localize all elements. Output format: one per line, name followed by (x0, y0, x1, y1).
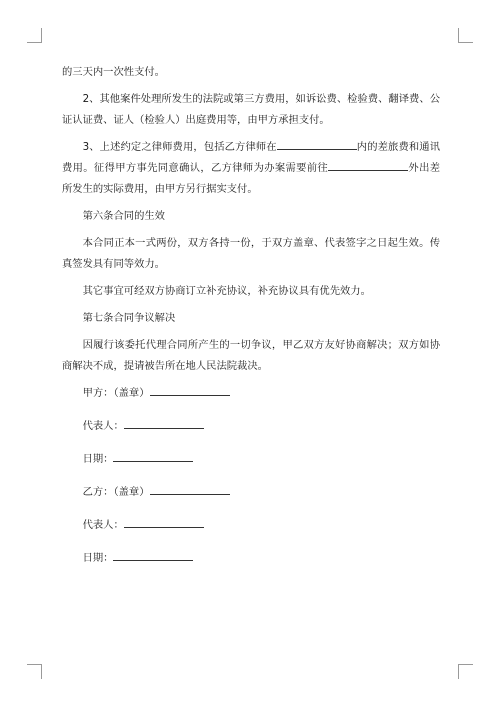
signature-party-b (62, 482, 440, 503)
blank-field (150, 482, 230, 495)
blank-field (150, 383, 230, 396)
signature-rep-b (62, 515, 440, 536)
crop-mark-bottom-left (27, 664, 42, 679)
clause-3-text-c: 外出差所发生的实际费用，由甲方另行据实支付。 (62, 162, 441, 195)
article-7-heading: 第七条合同争议解决 (82, 312, 176, 324)
clause-3-text-a: 3、上述约定之律师费用，包括乙方律师在 (82, 141, 277, 153)
blank-field (113, 548, 193, 561)
article-6-heading: 第六条合同的生效 (82, 210, 165, 222)
clause-3-text-b: 内的差旅费和通讯费用。征得甲方事先同意确认，乙方律师为办案需要前往 (62, 141, 440, 174)
article-6-paragraph-2: 其它事宜可经双方协商订立补充协议，补充协议具有优先效力。 (82, 285, 371, 297)
blank-field (277, 137, 357, 150)
document-body (62, 62, 440, 581)
signature-party-a (62, 383, 440, 404)
party-a-label: 甲方：（盖章） (82, 387, 150, 399)
continued-line: 的三天内一次性支付。 (62, 66, 165, 78)
signature-date-a (62, 449, 440, 470)
article-6-paragraph-1: 本合同正本一式两份，双方各持一份，于双方盖章、代表签字之日起生效。传真签发具有同等效力。 (62, 237, 440, 270)
crop-mark-top-right (458, 28, 473, 43)
rep-b-label: 代表人： (82, 519, 124, 531)
article-7-paragraph: 因履行该委托代理合同所产生的一切争议，甲乙双方友好协商解决；双方如协商解决不成，提请被告所在地人民法院裁决。 (62, 339, 440, 372)
blank-field (328, 158, 408, 171)
clause-2-paragraph: 2、其他案件处理所发生的法院或第三方费用，如诉讼费、检验费、翻译费、公证认证费、证人（检验人）出庭费用等，由甲方承担支付。 (62, 93, 440, 126)
party-b-label: 乙方：（盖章） (82, 486, 150, 498)
clause-3-paragraph (62, 137, 440, 200)
date-a-label: 日期： (82, 453, 114, 465)
blank-field (124, 515, 204, 528)
date-b-label: 日期： (82, 552, 114, 564)
signature-rep-a (62, 416, 440, 437)
blank-field (113, 449, 193, 462)
crop-mark-bottom-right (458, 664, 473, 679)
rep-a-label: 代表人： (82, 420, 124, 432)
blank-field (124, 416, 204, 429)
crop-mark-top-left (27, 28, 42, 43)
signature-date-b (62, 548, 440, 569)
